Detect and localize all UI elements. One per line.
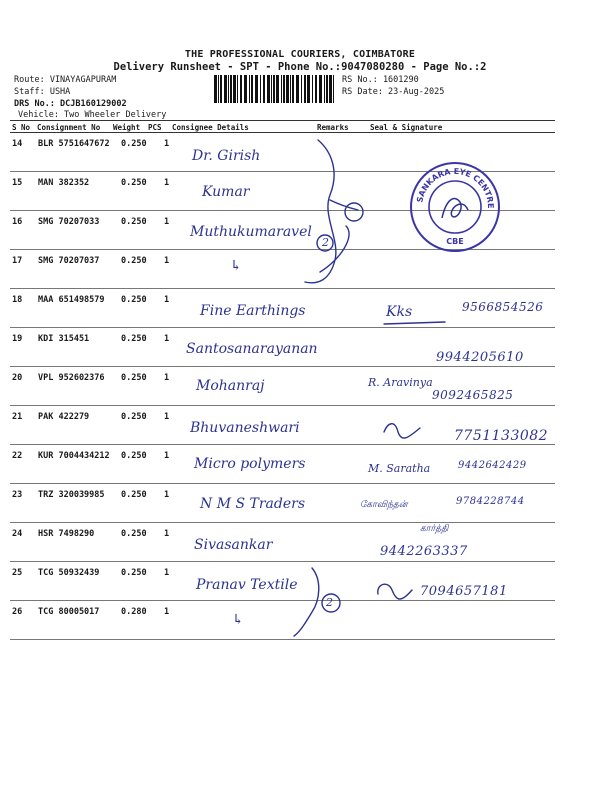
hw-count: 2 xyxy=(326,596,333,609)
row-sno: 23 xyxy=(12,490,23,500)
hw-consignee: Kumar xyxy=(202,184,250,200)
row-sno: 14 xyxy=(12,139,23,149)
row-sno: 15 xyxy=(12,178,23,188)
barcode-bar xyxy=(304,75,306,103)
row-consignment: MAN 382352 xyxy=(38,178,90,188)
row-sno: 20 xyxy=(12,373,23,383)
vehicle-label: Vehicle: Two Wheeler Delivery xyxy=(18,110,167,120)
barcode-bar xyxy=(290,75,291,103)
barcode-bar xyxy=(283,75,285,103)
barcode-bar xyxy=(224,75,227,103)
hw-consignee: Muthukumaravel xyxy=(190,224,312,240)
row-weight: 0.250 xyxy=(121,139,147,149)
hw-count: 2 xyxy=(322,236,329,249)
row-weight: 0.250 xyxy=(121,451,147,461)
row-weight: 0.250 xyxy=(121,568,147,578)
barcode-bar xyxy=(273,75,275,103)
col-signature: Seal & Signature xyxy=(370,123,443,132)
barcode-bar xyxy=(329,75,332,103)
hw-signature: கோவிந்தன் xyxy=(360,500,408,510)
col-pcs: PCS xyxy=(148,123,162,132)
table-row xyxy=(10,601,555,640)
company-title: THE PROFESSIONAL COURIERS, COIMBATORE xyxy=(184,49,416,60)
row-weight: 0.250 xyxy=(121,256,147,266)
row-consignment: KDI 315451 xyxy=(38,334,90,344)
col-consignment: Consignment No xyxy=(37,123,101,132)
row-divider xyxy=(10,639,555,640)
hw-signature: Kks xyxy=(386,304,413,320)
row-consignment: SMG 70207037 xyxy=(38,256,100,266)
barcode-bar xyxy=(324,75,325,103)
hw-consignee: ↳ xyxy=(230,258,242,274)
hw-consignee: N M S Traders xyxy=(200,496,306,512)
hw-phone: 9944205610 xyxy=(436,350,524,365)
barcode-bar xyxy=(271,75,272,103)
hw-signature: M. Saratha xyxy=(368,462,431,475)
barcode-bar xyxy=(228,75,229,103)
row-pcs: 1 xyxy=(164,412,170,422)
row-sno: 16 xyxy=(12,217,23,227)
sankara-stamp xyxy=(408,160,502,254)
row-consignment: SMG 70207033 xyxy=(38,217,100,227)
row-consignment: TRZ 320039985 xyxy=(38,490,105,500)
row-pcs: 1 xyxy=(164,607,170,617)
row-pcs: 1 xyxy=(164,568,170,578)
hw-consignee: Sivasankar xyxy=(194,537,273,553)
row-sno: 21 xyxy=(12,412,23,422)
row-pcs: 1 xyxy=(164,529,170,539)
barcode-bar xyxy=(233,75,236,103)
row-consignment: KUR 7004434212 xyxy=(38,451,110,461)
hw-phone: 7094657181 xyxy=(420,584,508,599)
row-pcs: 1 xyxy=(164,256,170,266)
barcode-bar xyxy=(251,75,253,103)
barcode-bar xyxy=(263,75,265,103)
hw-consignee: Mohanraj xyxy=(196,378,265,394)
row-pcs: 1 xyxy=(164,139,170,149)
barcode-bar xyxy=(292,75,294,103)
row-consignment: TCG 50932439 xyxy=(38,568,100,578)
row-consignment: TCG 80005017 xyxy=(38,607,100,617)
barcode-bar xyxy=(276,75,279,103)
row-consignment: MAA 651498579 xyxy=(38,295,105,305)
barcode-bar xyxy=(214,75,217,103)
stamp-scribble xyxy=(442,199,468,218)
row-consignment: HSR 7498290 xyxy=(38,529,95,539)
row-sno: 26 xyxy=(12,607,23,617)
row-consignment: BLR 5751647672 xyxy=(38,139,110,149)
drs-number: DRS No.: DCJB160129002 xyxy=(14,99,127,109)
table-row xyxy=(10,250,555,289)
row-consignment: PAK 422279 xyxy=(38,412,90,422)
col-remarks: Remarks xyxy=(317,123,349,132)
row-sno: 25 xyxy=(12,568,23,578)
barcode-bar xyxy=(240,75,242,103)
row-weight: 0.250 xyxy=(121,529,147,539)
row-sno: 18 xyxy=(12,295,23,305)
stamp-text: SANKARA EYE CENTRE xyxy=(415,166,496,209)
col-consignee: Consignee Details xyxy=(172,123,249,132)
hw-consignee: Fine Earthings xyxy=(200,303,306,319)
row-pcs: 1 xyxy=(164,451,170,461)
row-sno: 19 xyxy=(12,334,23,344)
barcode-bar xyxy=(237,75,238,103)
hw-phone: 9442642429 xyxy=(458,460,527,471)
hw-consignee: Dr. Girish xyxy=(192,148,261,164)
barcode-bar xyxy=(333,75,334,103)
hw-phone: 9566854526 xyxy=(462,300,544,314)
barcode-bar xyxy=(249,75,250,103)
hw-consignee: Bhuvaneshwari xyxy=(190,420,300,436)
barcode-bar xyxy=(255,75,258,103)
barcode-bar xyxy=(315,75,317,103)
row-weight: 0.280 xyxy=(121,607,147,617)
rs-number: RS No.: 1601290 xyxy=(342,75,419,85)
row-weight: 0.250 xyxy=(121,373,147,383)
barcode xyxy=(214,75,338,103)
row-weight: 0.250 xyxy=(121,412,147,422)
table-row xyxy=(10,523,555,562)
row-pcs: 1 xyxy=(164,373,170,383)
row-pcs: 1 xyxy=(164,217,170,227)
barcode-bar xyxy=(319,75,322,103)
staff-label: Staff: USHA xyxy=(14,87,71,97)
hw-phone: 9092465825 xyxy=(432,388,514,402)
row-weight: 0.250 xyxy=(121,334,147,344)
row-sno: 24 xyxy=(12,529,23,539)
row-weight: 0.250 xyxy=(121,295,147,305)
row-weight: 0.250 xyxy=(121,217,147,227)
row-sno: 17 xyxy=(12,256,23,266)
runsheet-subtitle: Delivery Runsheet - SPT - Phone No.:9047080280 - Page No.:2 xyxy=(113,61,487,73)
row-pcs: 1 xyxy=(164,490,170,500)
barcode-bar xyxy=(267,75,270,103)
row-weight: 0.250 xyxy=(121,178,147,188)
row-sno: 22 xyxy=(12,451,23,461)
hw-signature: கார்த்தி xyxy=(420,524,449,534)
hw-phone: 9442263337 xyxy=(380,544,468,559)
hw-phone: 7751133082 xyxy=(454,428,549,444)
barcode-bar xyxy=(281,75,282,103)
row-weight: 0.250 xyxy=(121,490,147,500)
barcode-bar xyxy=(244,75,247,103)
hw-phone: 9784228744 xyxy=(456,496,525,507)
rs-date: RS Date: 23-Aug-2025 xyxy=(342,87,445,97)
hw-signature: R. Aravinya xyxy=(368,376,433,389)
barcode-bar xyxy=(220,75,222,103)
hw-consignee: Pranav Textile xyxy=(196,577,298,593)
barcode-bar xyxy=(230,75,232,103)
hw-consignee: Micro polymers xyxy=(194,456,306,472)
header-top-rule xyxy=(10,120,555,121)
barcode-bar xyxy=(301,75,302,103)
stamp-city: CBE xyxy=(446,237,464,246)
barcode-bar xyxy=(296,75,299,103)
barcode-bar xyxy=(260,75,261,103)
col-sno: S No xyxy=(12,123,31,132)
hw-consignee: Santosanarayanan xyxy=(186,341,318,357)
col-weight: Weight xyxy=(113,123,141,132)
barcode-bar xyxy=(218,75,219,103)
barcode-bar xyxy=(286,75,289,103)
route-label: Route: VINAYAGAPURAM xyxy=(14,75,117,85)
row-pcs: 1 xyxy=(164,178,170,188)
row-pcs: 1 xyxy=(164,334,170,344)
row-pcs: 1 xyxy=(164,295,170,305)
barcode-bar xyxy=(312,75,313,103)
barcode-bar xyxy=(307,75,310,103)
row-consignment: VPL 952602376 xyxy=(38,373,105,383)
hw-consignee: ↳ xyxy=(232,612,244,628)
barcode-bar xyxy=(326,75,328,103)
